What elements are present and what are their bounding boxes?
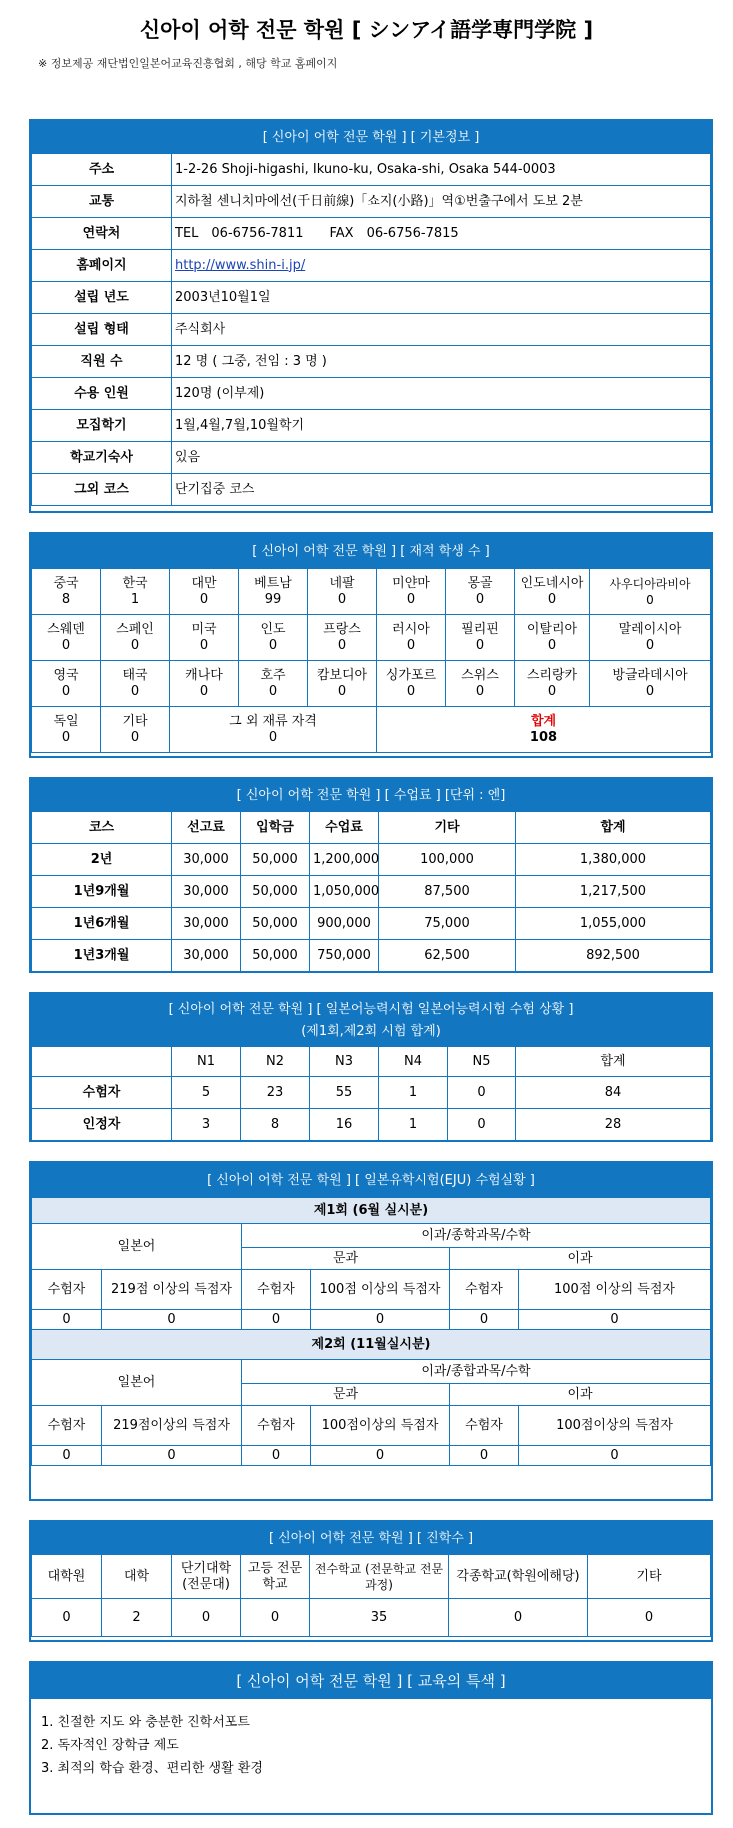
- country-cell: 네팔 0: [308, 569, 377, 615]
- homepage-label: 홈페이지: [32, 250, 172, 282]
- students-table: [31, 534, 711, 753]
- contact-value: TEL 06-6756-7811 FAX 06-6756-7815: [172, 218, 711, 250]
- country-cell: 스웨덴 0: [32, 615, 101, 661]
- advancement-table: [31, 1522, 711, 1637]
- table-row: [32, 474, 711, 506]
- type-label: 설립 형태: [32, 314, 172, 346]
- advancement-header: [ 신아이 어학 전문 학원 ] [ 진학수 ]: [32, 1523, 711, 1555]
- students-total-cell: [377, 707, 711, 753]
- table-row: [32, 378, 711, 410]
- source-note: ※ 정보제공 재단법인일본어교육진흥협회 , 해당 학교 홈페이지: [38, 57, 338, 70]
- table-row: 0 0 0 0 0 0: [32, 1446, 711, 1466]
- country-cell: 이탈리아 0: [515, 615, 590, 661]
- students-section: [29, 532, 713, 758]
- transport-label: 교통: [32, 186, 172, 218]
- type-value: 주식회사: [172, 314, 711, 346]
- capacity-value: 120명 (이부제): [172, 378, 711, 410]
- other-country-cell: 기타 0: [101, 707, 170, 753]
- eju-session-2-title: 제2회 (11월실시분): [32, 1330, 711, 1360]
- country-cell: 스페인 0: [101, 615, 170, 661]
- table-row: 0 0 0 0 0 0: [32, 1310, 711, 1330]
- country-cell: 러시아 0: [377, 615, 446, 661]
- table-row: [32, 707, 711, 753]
- table-row: 문과 이과: [32, 1384, 711, 1406]
- transport-value: 지하철 센니치마에선(千日前線)「쇼지(小路)」역①번출구에서 도보 2분: [172, 186, 711, 218]
- table-row: 일본어 이과/종합과목/수학: [32, 1360, 711, 1384]
- country-cell: 필리핀 0: [446, 615, 515, 661]
- table-row: 2년 30,000 50,000 1,200,000 100,000 1,380,000: [32, 844, 711, 876]
- page-title: 신아이 어학 전문 학원 [ シンアイ語学専門学院 ]: [139, 18, 594, 42]
- jlpt-header: [ 신아이 어학 전문 학원 ] [ 일본어능력시험 일본어능력시험 수험 상황 ] (제1회,제2회 시험 합계): [32, 995, 711, 1047]
- dormitory-label: 학교기숙사: [32, 442, 172, 474]
- table-row: [32, 314, 711, 346]
- country-cell: 영국 0: [32, 661, 101, 707]
- table-row: [32, 154, 711, 186]
- table-row: 수험자 219점이상의 득점자 수험자 100점이상의 득점자 수험자 100점이상의 득점자: [32, 1406, 711, 1446]
- country-cell: 스리랑카 0: [515, 661, 590, 707]
- other-status-cell: 그 외 재류 자격 0: [170, 707, 377, 753]
- table-row: 수험자 219점 이상의 득점자 수험자 100점 이상의 득점자 수험자 100점 이상의 득점자: [32, 1270, 711, 1310]
- students-header: [ 신아이 어학 전문 학원 ] [ 재적 학생 수 ]: [32, 535, 711, 569]
- table-row: 인정자 3 8 16 1 0 28: [32, 1109, 711, 1141]
- table-row: [32, 410, 711, 442]
- total-value: 108: [529, 729, 558, 745]
- staff-label: 직원 수: [32, 346, 172, 378]
- country-cell: 싱가포르 0: [377, 661, 446, 707]
- country-cell: 태국 0: [101, 661, 170, 707]
- table-row: 일본어 이과/종학과목/수학: [32, 1224, 711, 1248]
- jlpt-column-header: N1 N2 N3 N4 N5 합계: [32, 1047, 711, 1077]
- founded-label: 설립 년도: [32, 282, 172, 314]
- other-course-value: 단기집중 코스: [172, 474, 711, 506]
- table-row: [32, 661, 711, 707]
- country-cell: 인도 0: [239, 615, 308, 661]
- table-row: [32, 250, 711, 282]
- country-cell: 사우디아라비아 0: [590, 569, 711, 615]
- fees-section: [29, 777, 713, 973]
- country-cell: 인도네시아 0: [515, 569, 590, 615]
- table-row: [32, 569, 711, 615]
- terms-value: 1월,4월,7월,10월학기: [172, 410, 711, 442]
- address-value: 1-2-26 Shoji-higashi, Ikuno-ku, Osaka-shi, Osaka 544-0003: [172, 154, 711, 186]
- country-cell: 몽골 0: [446, 569, 515, 615]
- basic-info-section: [29, 119, 713, 513]
- table-row: [32, 442, 711, 474]
- country-cell: 프랑스 0: [308, 615, 377, 661]
- other-course-label: 그외 코스: [32, 474, 172, 506]
- table-row: 1년3개월 30,000 50,000 750,000 62,500 892,500: [32, 940, 711, 972]
- list-item: 1. 친절한 지도 와 충분한 진학서포트: [41, 1715, 250, 1730]
- country-cell: 미국 0: [170, 615, 239, 661]
- country-cell: 스위스 0: [446, 661, 515, 707]
- country-cell: 말레이시아 0: [590, 615, 711, 661]
- table-row: [32, 218, 711, 250]
- terms-label: 모집학기: [32, 410, 172, 442]
- country-cell: 캐나다 0: [170, 661, 239, 707]
- table-row: [32, 346, 711, 378]
- table-row: 문과 이과: [32, 1248, 711, 1270]
- fees-table: [31, 779, 711, 972]
- eju-header: [ 신아이 어학 전문 학원 ] [ 일본유학시험(EJU) 수험실황 ]: [32, 1164, 711, 1198]
- address-label: 주소: [32, 154, 172, 186]
- country-cell: 미얀마 0: [377, 569, 446, 615]
- staff-value: 12 명 ( 그중, 전임 : 3 명 ): [172, 346, 711, 378]
- features-header: [ 신아이 어학 전문 학원 ] [ 교육의 특색 ]: [31, 1663, 711, 1699]
- features-section: [29, 1661, 713, 1815]
- table-row: [32, 615, 711, 661]
- country-cell: 중국 8: [32, 569, 101, 615]
- country-cell: 캄보디아 0: [308, 661, 377, 707]
- table-row: 수험자 5 23 55 1 0 84: [32, 1077, 711, 1109]
- dormitory-value: 있음: [172, 442, 711, 474]
- country-cell: 호주 0: [239, 661, 308, 707]
- country-cell: 독일 0: [32, 707, 101, 753]
- eju-table: [31, 1163, 711, 1466]
- list-item: 3. 최적의 학습 환경、편리한 생활 환경: [41, 1761, 263, 1776]
- table-row: 1년9개월 30,000 50,000 1,050,000 87,500 1,217,500: [32, 876, 711, 908]
- country-cell: 대만 0: [170, 569, 239, 615]
- basic-info-header: [ 신아이 어학 전문 학원 ] [ 기본정보 ]: [32, 122, 711, 154]
- capacity-label: 수용 인원: [32, 378, 172, 410]
- founded-value: 2003년10월1일: [172, 282, 711, 314]
- advancement-section: [29, 1520, 713, 1642]
- jlpt-table: [31, 994, 711, 1141]
- country-cell: 베트남 99: [239, 569, 308, 615]
- table-row: [32, 282, 711, 314]
- eju-session-1-title: 제1회 (6월 실시분): [32, 1198, 711, 1224]
- country-cell: 방글라데시아 0: [590, 661, 711, 707]
- table-row: [32, 186, 711, 218]
- table-row: 0 2 0 0 35 0 0: [32, 1599, 711, 1637]
- fees-column-header: 코스 선고료 입학금 수업료 기타 합계: [32, 812, 711, 844]
- table-row: 1년6개월 30,000 50,000 900,000 75,000 1,055,000: [32, 908, 711, 940]
- homepage-link[interactable]: http://www.shin-i.jp/: [175, 257, 306, 273]
- features-list: [31, 1699, 711, 1780]
- advancement-column-header: 대학원 대학 단기대학 (전문대) 고등 전문학교 전수학교 (전문학교 전문과정) 각종학교(학원에해당) 기타: [32, 1555, 711, 1599]
- contact-label: 연락처: [32, 218, 172, 250]
- total-label: 합계: [530, 713, 557, 729]
- eju-section: [29, 1161, 713, 1501]
- basic-info-table: [31, 121, 711, 506]
- jlpt-section: [29, 992, 713, 1142]
- list-item: 2. 독자적인 장학금 제도: [41, 1738, 179, 1753]
- country-cell: 한국 1: [101, 569, 170, 615]
- fees-header: [ 신아이 어학 전문 학원 ] [ 수업료 ] [단위 : 엔]: [32, 780, 711, 812]
